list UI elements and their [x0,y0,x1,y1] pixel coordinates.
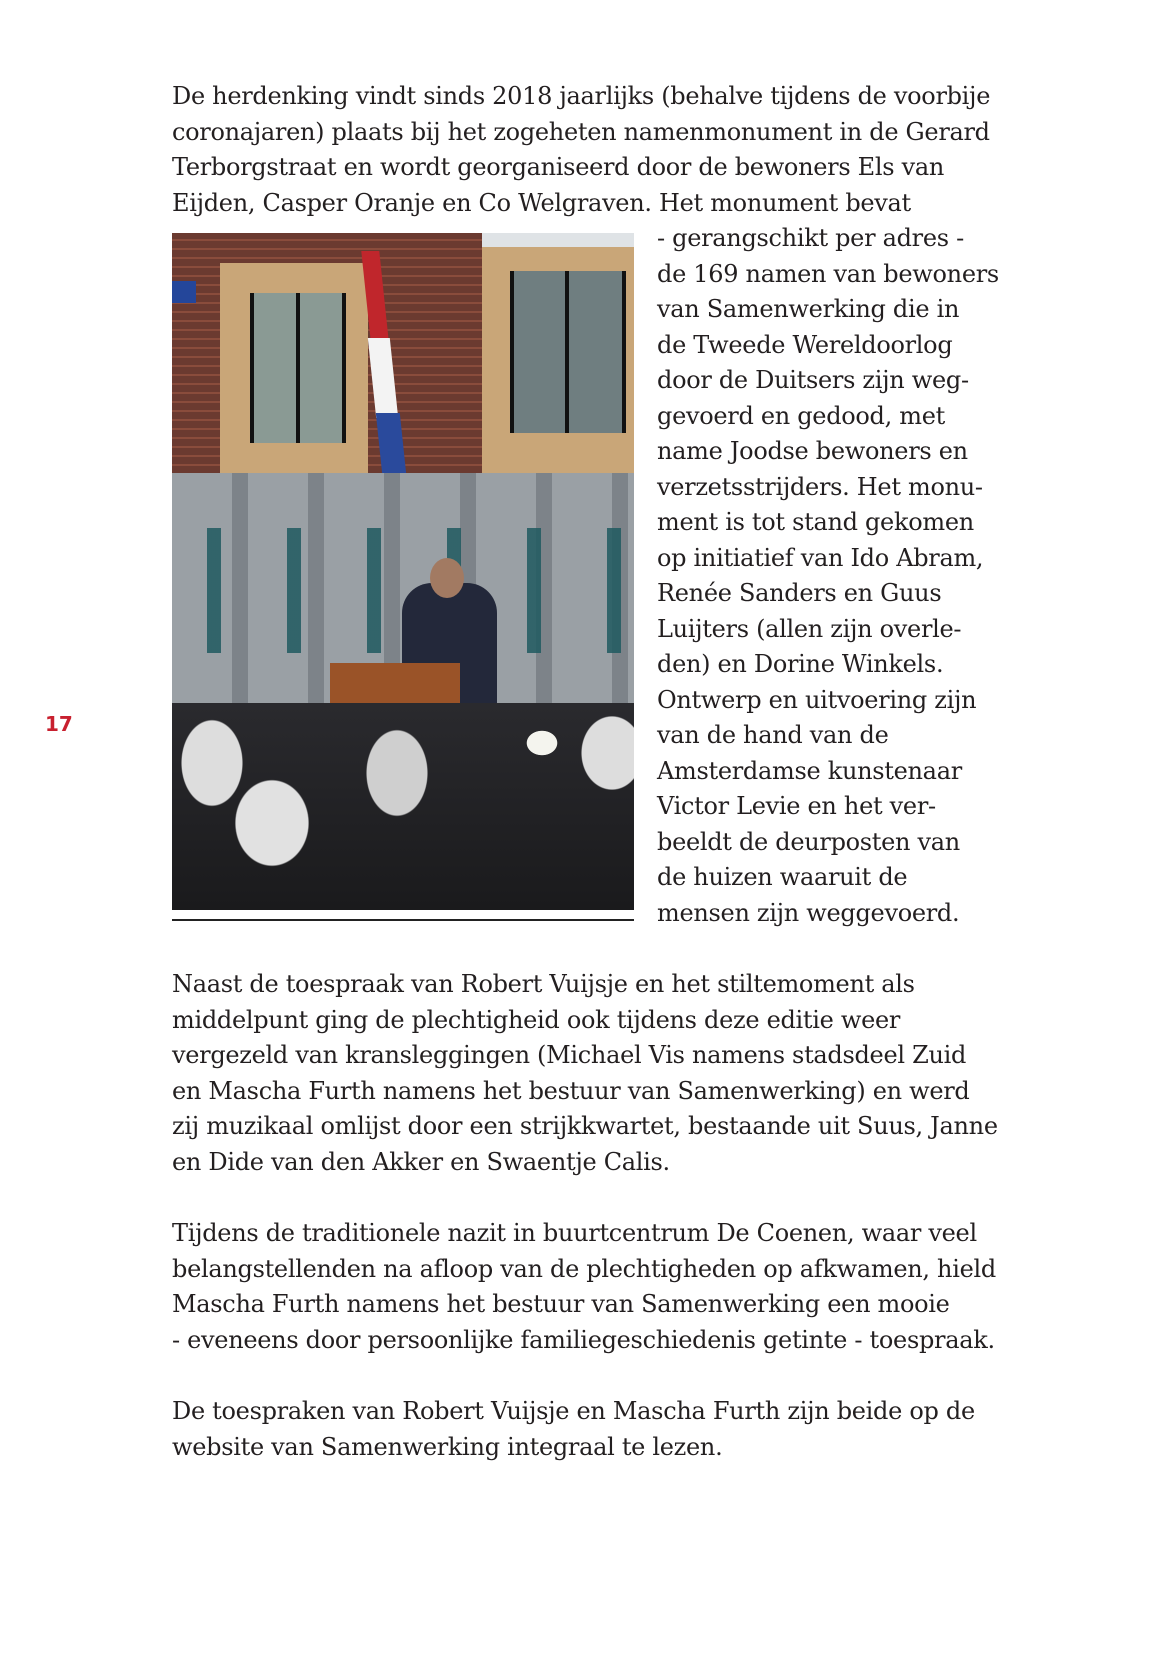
text-line: - eveneens door persoonlijke familiegeschiedenis getinte - toespraak. [172,1325,995,1354]
text-line: op initiatief van Ido Abram, [657,543,984,572]
window-right [510,271,626,433]
text-line: Mascha Furth namens het bestuur van Samenwerking een mooie [172,1290,950,1318]
text-line: ment is tot stand gekomen [657,508,974,536]
text-line: Naast de toespraak van Robert Vuijsje en het stiltemoment als [172,970,915,998]
page-number: 17 [45,712,73,736]
text-line: zij muzikaal omlijst door een strijkkwartet, bestaande uit Suus, Janne [172,1112,998,1140]
text-line: Ontwerp en uitvoering zijn [657,685,977,714]
text-line: de huizen waaruit de [657,863,908,891]
text-line: De herdenking vindt sinds 2018 jaarlijks (behalve tijdens de voorbije [172,82,991,110]
text-line: van Samenwerking die in [657,295,960,323]
text-line: belangstellenden na afloop van de plechtigheden op afkwamen, hield [172,1254,996,1283]
text-line: van de hand van de [657,721,889,749]
text-line: name Joodse bewoners en [657,437,968,465]
text-line: verzetsstrijders. Het monu- [657,472,983,501]
text-line: en Mascha Furth namens het bestuur van Samenwerking) en werd [172,1076,970,1105]
text-line: vergezeld van kransleggingen (Michael Vis namens stadsdeel Zuid [172,1041,967,1069]
text-line: - gerangschikt per adres - [657,224,964,252]
text-line: Renée Sanders en Guus [657,579,942,607]
text-line: website van Samenwerking integraal te lezen. [172,1432,723,1461]
photo-memorial-speech [172,233,634,910]
text-line: De toespraken van Robert Vuijsje en Mascha Furth zijn beide op de [172,1397,975,1425]
text-line: gevoerd en gedood, met [657,401,945,430]
audience [172,703,634,910]
text-line: door de Duitsers zijn weg- [657,366,969,394]
photo-rule [172,919,634,921]
text-line: middelpunt ging de plechtigheid ook tijdens deze editie weer [172,1005,901,1034]
text-line: mensen zijn weggevoerd. [657,898,960,927]
text-line: Tijdens de traditionele nazit in buurtcentrum De Coenen, waar veel [172,1219,977,1247]
street-sign [172,281,196,303]
text-line: de Tweede Wereldoorlog [657,330,953,359]
text-line: coronajaren) plaats bij het zogeheten namenmonument in de Gerard [172,117,990,146]
text-line: de 169 namen van bewoners [657,259,999,288]
text-line: Terborgstraat en wordt georganiseerd door de bewoners Els van [172,153,945,181]
sky [482,233,634,247]
window-left [250,293,346,443]
text-line: Amsterdamse kunstenaar [657,756,962,785]
text-line: Eijden, Casper Oranje en Co Welgraven. Het monument bevat [172,188,911,217]
speaker-head [430,558,464,598]
text-line: en Dide van den Akker en Swaentje Calis. [172,1147,670,1176]
text-line: Victor Levie en het ver- [657,792,936,820]
text-line: Luijters (allen zijn overle- [657,614,962,643]
text-line: beeldt de deurposten van [657,827,960,856]
text-line: den) en Dorine Winkels. [657,650,944,678]
